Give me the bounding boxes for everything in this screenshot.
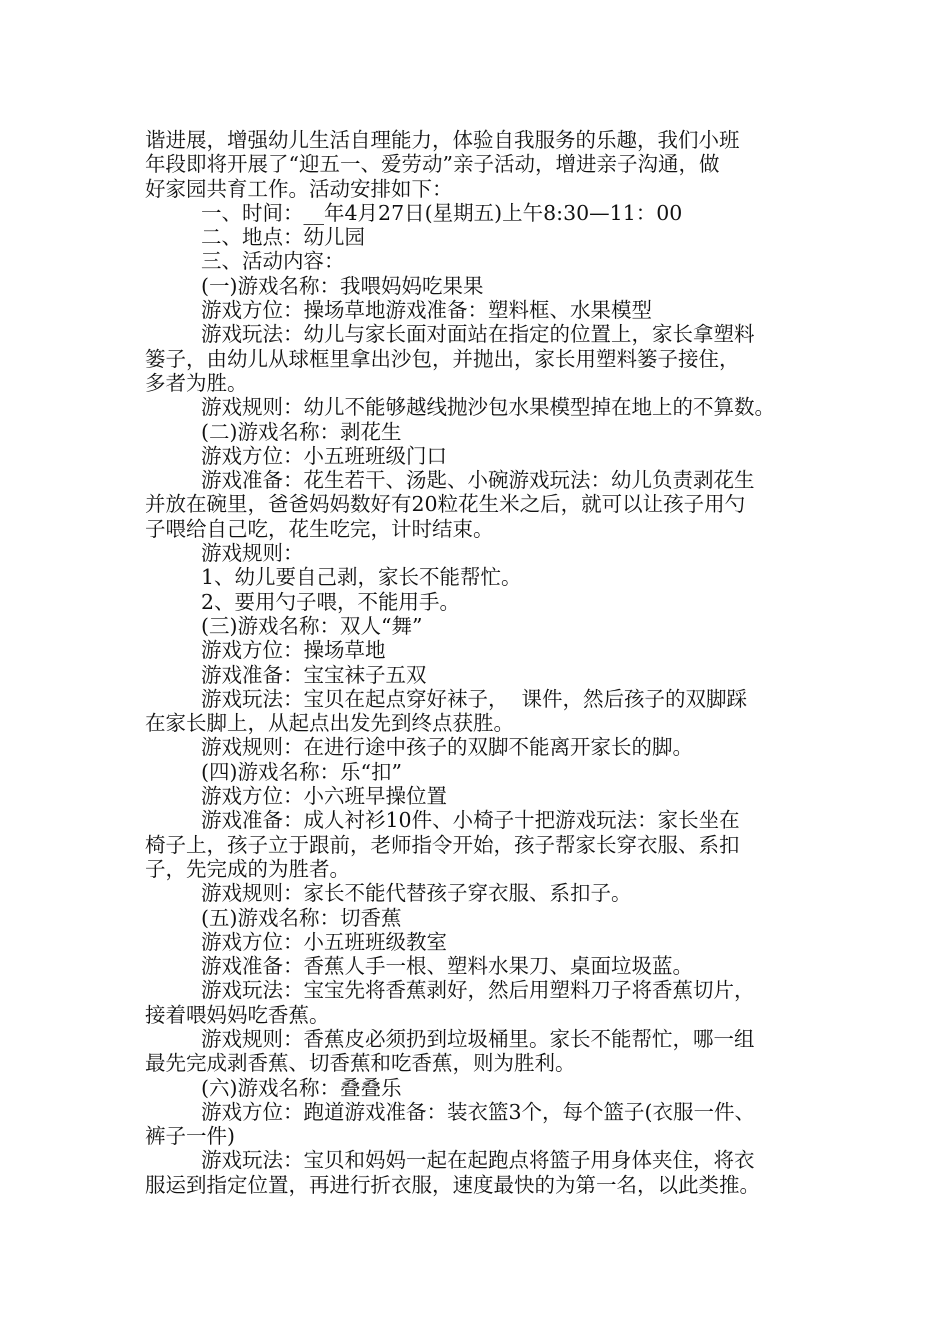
text-line: 游戏准备：香蕉人手一根、塑料水果刀、桌面垃圾蓝。	[201, 954, 693, 979]
text-line: 服运到指定位置，再进行折衣服，速度最快的为第一名，以此类推。	[145, 1172, 760, 1197]
text-line: 游戏准备：成人衬衫10件、小椅子十把游戏玩法：家长坐在	[201, 808, 740, 833]
text-line: 游戏规则：在进行途中孩子的双脚不能离开家长的脚。	[201, 735, 693, 760]
text-line: 游戏玩法：宝贝和妈妈一起在起跑点将篮子用身体夹住，将衣	[201, 1148, 755, 1173]
text-line: 篓子，由幼儿从球框里拿出沙包，并抛出，家长用塑料篓子接住，	[145, 346, 740, 371]
text-line: 多者为胜。	[145, 370, 248, 395]
text-line: 游戏规则：家长不能代替孩子穿衣服、系扣子。	[201, 881, 632, 906]
text-line: (四)游戏名称：乐“扣”	[201, 759, 402, 784]
text-line: 游戏方位：跑道游戏准备：装衣篮3个，每个篮子(衣服一件、	[201, 1099, 756, 1124]
text-line: 接着喂妈妈吃香蕉。	[145, 1002, 330, 1027]
text-line: 好家园共育工作。活动安排如下：	[145, 176, 453, 201]
text-line: 年段即将开展了“迎五一、爱劳动”亲子活动，增进亲子沟通，做	[145, 152, 720, 177]
text-line: (二)游戏名称：剥花生	[201, 419, 402, 444]
text-line: 游戏玩法：宝宝先将香蕉剥好，然后用塑料刀子将香蕉切片，	[201, 978, 755, 1003]
document-page	[145, 128, 813, 1197]
text-line: (六)游戏名称：叠叠乐	[201, 1075, 402, 1100]
text-line: 游戏规则：香蕉皮必须扔到垃圾桶里。家长不能帮忙，哪一组	[201, 1026, 755, 1051]
text-line: 游戏准备：宝宝袜子五双	[201, 662, 427, 687]
text-line: 游戏方位：小五班班级门口	[201, 443, 447, 468]
text-line: 游戏玩法：宝贝在起点穿好袜子， 课件，然后孩子的双脚踩	[201, 686, 748, 711]
text-line: 游戏规则：幼儿不能够越线抛沙包水果模型掉在地上的不算数。	[201, 395, 775, 420]
text-line: 裤子一件)	[145, 1124, 235, 1149]
text-line: 椅子上，孩子立于跟前，老师指令开始，孩子帮家长穿衣服、系扣	[145, 832, 740, 857]
text-line: 2、要用勺子喂，不能用手。	[201, 589, 461, 614]
text-line: (一)游戏名称：我喂妈妈吃果果	[201, 273, 484, 298]
text-line: 游戏方位：小五班班级教室	[201, 929, 447, 954]
text-line: 子，先完成的为胜者。	[145, 856, 350, 881]
text-line: (五)游戏名称：切香蕉	[201, 905, 402, 930]
text-line: 游戏规则：	[201, 541, 304, 566]
text-line: 并放在碗里，爸爸妈妈数好有20粒花生米之后，就可以让孩子用勺	[145, 492, 746, 517]
text-line: 一、时间：__年4月27日(星期五)上午8:30—11：00	[201, 200, 683, 225]
text-line: 最先完成剥香蕉、切香蕉和吃香蕉，则为胜利。	[145, 1051, 576, 1076]
text-line: 游戏准备：花生若干、汤匙、小碗游戏玩法：幼儿负责剥花生	[201, 468, 755, 493]
text-line: 谐进展，增强幼儿生活自理能力，体验自我服务的乐趣，我们小班	[145, 128, 740, 152]
text-line: 子喂给自己吃，花生吃完，计时结束。	[145, 516, 494, 541]
text-line: 三、活动内容：	[201, 249, 345, 274]
text-line: 游戏方位：操场草地	[201, 638, 386, 663]
text-line: 游戏方位：操场草地游戏准备：塑料框、水果模型	[201, 298, 652, 323]
text-line: 游戏玩法：幼儿与家长面对面站在指定的位置上，家长拿塑料	[201, 322, 755, 347]
text-line: 二、地点：幼儿园	[201, 225, 365, 250]
text-line: 在家长脚上，从起点出发先到终点获胜。	[145, 711, 514, 736]
text-line: (三)游戏名称：双人“舞”	[201, 613, 423, 638]
text-line: 1、幼儿要自己剥，家长不能帮忙。	[201, 565, 522, 590]
text-line: 游戏方位：小六班早操位置	[201, 784, 447, 809]
